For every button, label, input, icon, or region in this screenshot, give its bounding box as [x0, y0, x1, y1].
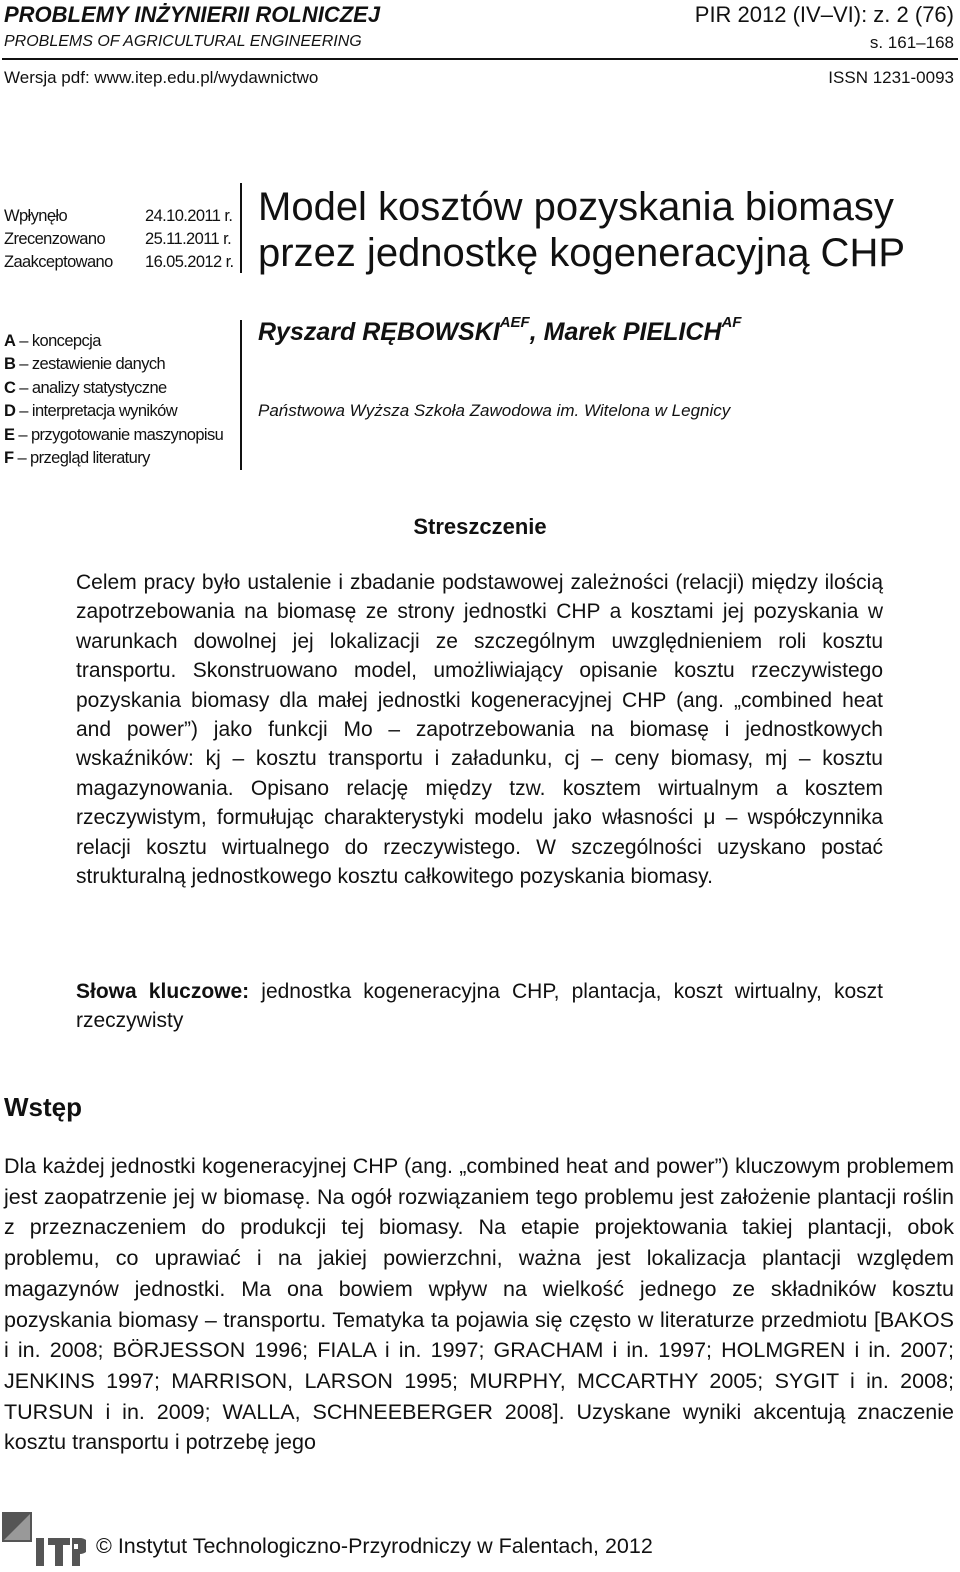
- date-row-reviewed: [4, 228, 234, 251]
- contribution-item: E – przygotowanie maszynopisu: [4, 425, 224, 444]
- author-list: Ryszard $RĘBOWSKI^{AEF}$, Marek $PIELICH^{AF}$: [258, 314, 742, 346]
- intro-text: Dla każdej jednostki kogeneracyjnej CHP (ang. „combined heat and power”) kluczowym problemem jest zaopatrzenie jej w biomasę. Na ogół rozwiązaniem tego problemu jest założenie plantacji roślin z przeznaczeniem do produkcji tej biomasy. Na etapie projektowania takiej plantacji, obok problemu, co uprawiać i na jakiej powierzchni, ważna jest lokalizacja plantacji względem magazynów jednostki. Ma ona bowiem wpływ na wielkość jednego ze składników kosztu pozyskania biomasy – transportu. Tematyka ta pojawia się często w literaturze przedmiotu [BAKOS i in. 2008; BÖRJESSON 1996; FIALA i in. 1997; GRACHAM i in. 1997; HOLMGREN i in. 2007; JENKINS 1997; MARRISON, LARSON 1995; MURPHY, MCCARTHY 2005; SYGIT i in. 2008; TURSUN i in. 2009; WALLA, SCHNEEBERGER 2008]. Uzyskane wyniki akcentują znaczenie kosztu transportu i potrzebę jego: [4, 1154, 954, 1455]
- contribution-item: C – analizy statystyczne: [4, 378, 167, 397]
- contribution-item: D – interpretacja wyników: [4, 402, 178, 421]
- journal-title: PROBLEMY INŻYNIERII ROLNICZEJ: [4, 2, 381, 27]
- title-line: Model kosztów pozyskania biomasy: [258, 185, 894, 229]
- keywords: [76, 977, 883, 1036]
- author-name: Ryszard RĘBOWSKI: [258, 318, 500, 346]
- pdf-version-link[interactable]: Wersja pdf: www.itep.edu.pl/wydawnictwo: [4, 68, 319, 87]
- contribution-item: B – zestawienie danych: [4, 355, 166, 374]
- header-divider: [2, 58, 958, 60]
- date-value: 25.11.2011 r.: [145, 230, 232, 248]
- copyright: © Instytut Technologiczno-Przyrodniczy w Falentach, 2012: [96, 1534, 653, 1558]
- abstract-text: Celem pracy było ustalenie i zbadanie podstawowej zależności (relacji) między ilością zapotrzebowania na biomasę ze strony jednostki CHP a kosztami jej pozyskania w warunkach dowolnej jej lokalizacji ze szczególnym uwzględnieniem roli kosztu transportu. Skonstruowano model, umożliwiający opisanie kosztu rzeczywistego pozyskania biomasy dla małej jednostki kogeneracyjnej CHP (ang. „combined heat and power”) jako funkcji Mo – zapotrzebowania na biomasę i jednostkowych wskaźników: kj – kosztu transportu i załadunku, cj – ceny biomasy, mj – kosztu magazynowania. Opisano relację między tzw. kosztem wirtualnym a kosztem rzeczywistym, formułując charakterystyki modelu jako własności μ – współczynnika relacji kosztu wirtualnego do rzeczywistego. W szczególności uzyskano postać strukturalną jednostkowego kosztu całkowitego pozyskania biomasy.: [76, 571, 883, 889]
- journal-subtitle: PROBLEMS OF AGRICULTURAL ENGINEERING: [4, 33, 362, 50]
- page-range: s. 161–168: [869, 33, 954, 52]
- date-label: Zaakceptowano: [4, 253, 113, 271]
- vertical-divider: [240, 183, 242, 273]
- contribution-item: A – koncepcja: [4, 332, 101, 350]
- date-label: Zrecenzowano: [4, 230, 106, 248]
- vertical-divider: [240, 320, 242, 470]
- author-contribution: AEF: [499, 314, 530, 331]
- abstract-heading: Streszczenie: [413, 514, 547, 539]
- issn: ISSN 1231-0093: [828, 68, 954, 87]
- date-row-accepted: [4, 251, 234, 274]
- author-contribution: AF: [721, 314, 742, 331]
- date-value: 24.10.2011 r.: [145, 207, 233, 225]
- keywords-text: jednostka kogeneracyjna CHP, plantacja, koszt wirtualny, koszt rzeczywisty: [76, 980, 883, 1033]
- itp-logo: [0, 1508, 86, 1570]
- submission-dates: [4, 205, 234, 274]
- section-heading: Wstęp: [4, 1092, 82, 1122]
- date-label: Wpłynęło: [4, 207, 68, 225]
- affiliation: Państwowa Wyższa Szkoła Zawodowa im. Witelona w Legnicy: [258, 401, 731, 420]
- author-name: Marek PIELICH: [543, 318, 722, 346]
- contribution-item: F – przegląd literatury: [4, 449, 150, 468]
- date-value: 16.05.2012 r.: [145, 253, 234, 271]
- contribution-legend: [4, 330, 223, 470]
- title-line: przez jednostkę kogeneracyjną CHP: [258, 231, 906, 275]
- issue-number: PIR 2012 (IV–VI): z. 2 (76): [694, 2, 954, 27]
- keywords-label: Słowa kluczowe:: [76, 980, 250, 1003]
- article-title: [258, 184, 905, 276]
- date-row-received: [4, 205, 234, 228]
